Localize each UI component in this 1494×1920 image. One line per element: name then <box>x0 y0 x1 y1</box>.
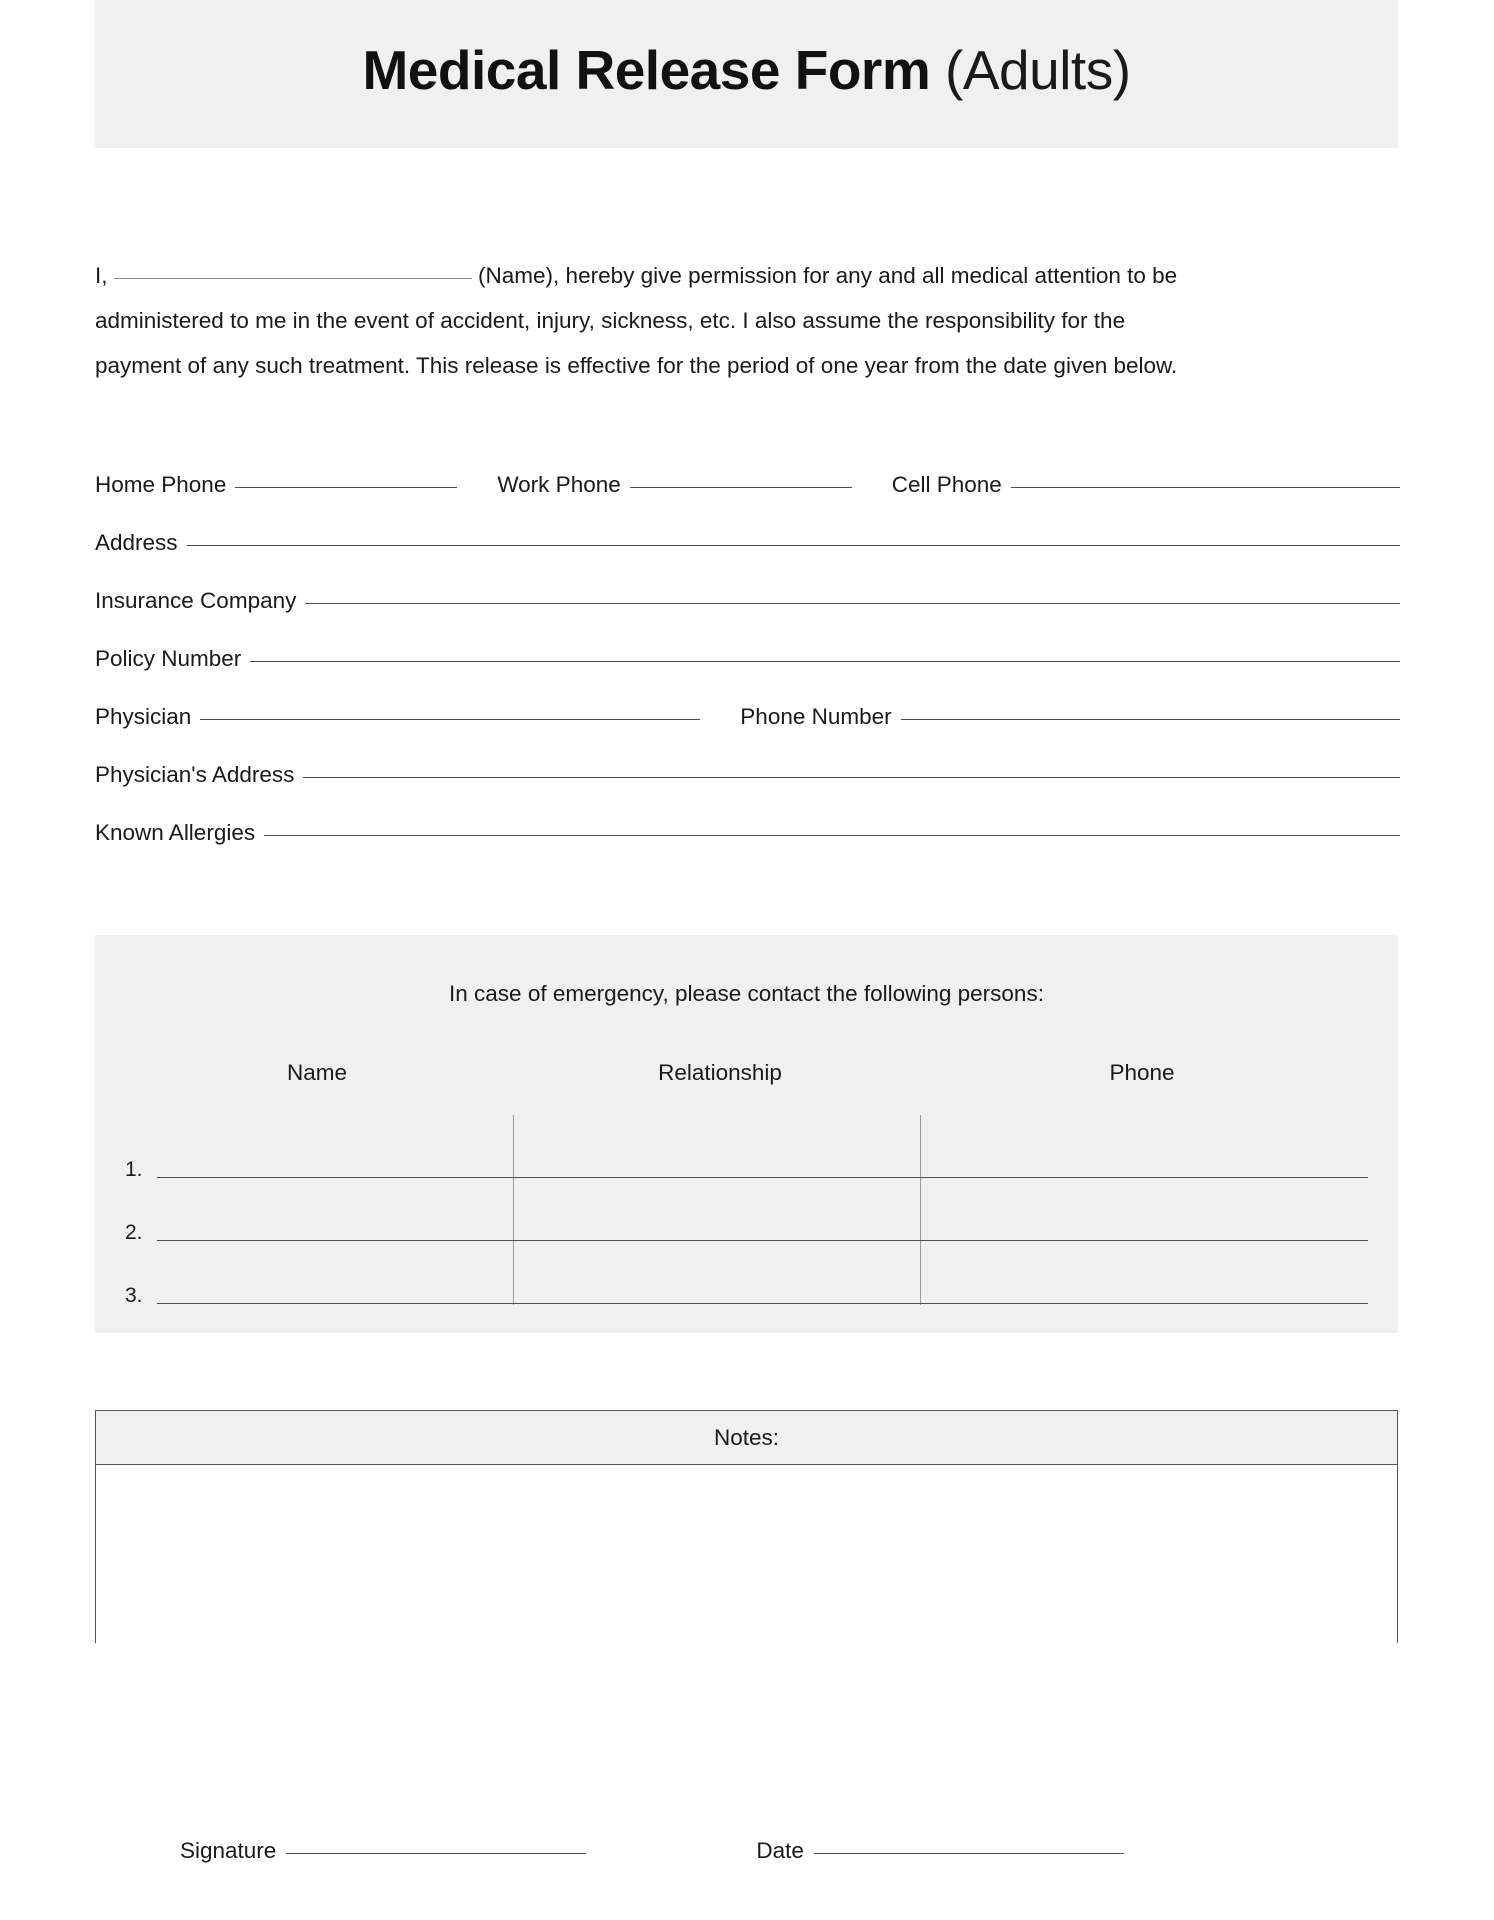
name-blank-input[interactable] <box>114 277 472 279</box>
row-known-allergies <box>95 820 1400 878</box>
table-row <box>95 1115 1398 1181</box>
row-physician-address <box>95 762 1400 820</box>
home-phone-label: Home Phone <box>95 472 227 497</box>
row-number: 3. <box>125 1284 143 1307</box>
row-address <box>95 530 1400 588</box>
known-allergies-label: Known Allergies <box>95 820 256 845</box>
physician-phone-input[interactable] <box>901 719 1400 720</box>
intro-name-suffix: (Name), hereby give permission for any and all medical attention to be <box>478 263 1178 288</box>
physician-label: Physician <box>95 704 192 729</box>
physician-address-label: Physician's Address <box>95 762 295 787</box>
column-header-name: Name <box>286 1060 348 1085</box>
table-row <box>95 1241 1398 1307</box>
row-physician <box>95 704 1400 762</box>
address-input[interactable] <box>187 545 1400 546</box>
known-allergies-input[interactable] <box>264 835 1400 836</box>
table-row <box>95 1178 1398 1244</box>
row-insurance-company <box>95 588 1400 646</box>
physician-input[interactable] <box>200 719 700 720</box>
insurance-company-input[interactable] <box>305 603 1400 604</box>
intro-name-prefix: I, <box>95 263 108 288</box>
emergency-table-header <box>95 1060 1398 1090</box>
date-label: Date <box>756 1838 804 1863</box>
emergency-contacts-panel <box>95 935 1398 1333</box>
row-number: 1. <box>125 1158 143 1181</box>
contact-row-3-input[interactable] <box>157 1303 1368 1304</box>
notes-box <box>95 1410 1398 1643</box>
column-header-phone: Phone <box>1109 1060 1175 1085</box>
notes-textarea[interactable] <box>96 1465 1397 1696</box>
insurance-company-label: Insurance Company <box>95 588 297 613</box>
signature-row <box>180 1838 1300 1864</box>
physician-phone-label: Phone Number <box>740 704 892 729</box>
notes-header-label: Notes: <box>96 1411 1397 1465</box>
intro-line-3: payment of any such treatment. This release is effective for the period of one year from the date given below. <box>95 353 1178 378</box>
address-label: Address <box>95 530 178 555</box>
date-input[interactable] <box>814 1853 1124 1854</box>
work-phone-input[interactable] <box>630 487 852 488</box>
signature-label: Signature <box>180 1838 277 1863</box>
intro-line-2: administered to me in the event of accident, injury, sickness, etc. I also assume the responsibility for the <box>95 308 1126 333</box>
page-title-main: Medical Release Form <box>362 38 931 101</box>
policy-number-input[interactable] <box>250 661 1400 662</box>
intro-line-1 <box>95 253 1400 298</box>
cell-phone-label: Cell Phone <box>891 472 1002 497</box>
title-banner <box>95 0 1398 148</box>
work-phone-label: Work Phone <box>497 472 621 497</box>
intro-paragraph <box>95 253 1400 388</box>
page-title <box>362 38 1131 101</box>
row-policy-number <box>95 646 1400 704</box>
row-number: 2. <box>125 1221 143 1244</box>
physician-address-input[interactable] <box>303 777 1400 778</box>
emergency-table <box>95 1115 1398 1305</box>
emergency-instruction: In case of emergency, please contact the following persons: <box>449 981 1044 1006</box>
row-phones <box>95 472 1400 530</box>
cell-phone-input[interactable] <box>1011 487 1400 488</box>
field-list <box>95 472 1400 878</box>
column-header-relationship: Relationship <box>658 1060 782 1085</box>
page-title-qualifier: (Adults) <box>945 38 1131 101</box>
signature-input[interactable] <box>286 1853 586 1854</box>
policy-number-label: Policy Number <box>95 646 242 671</box>
home-phone-input[interactable] <box>235 487 457 488</box>
